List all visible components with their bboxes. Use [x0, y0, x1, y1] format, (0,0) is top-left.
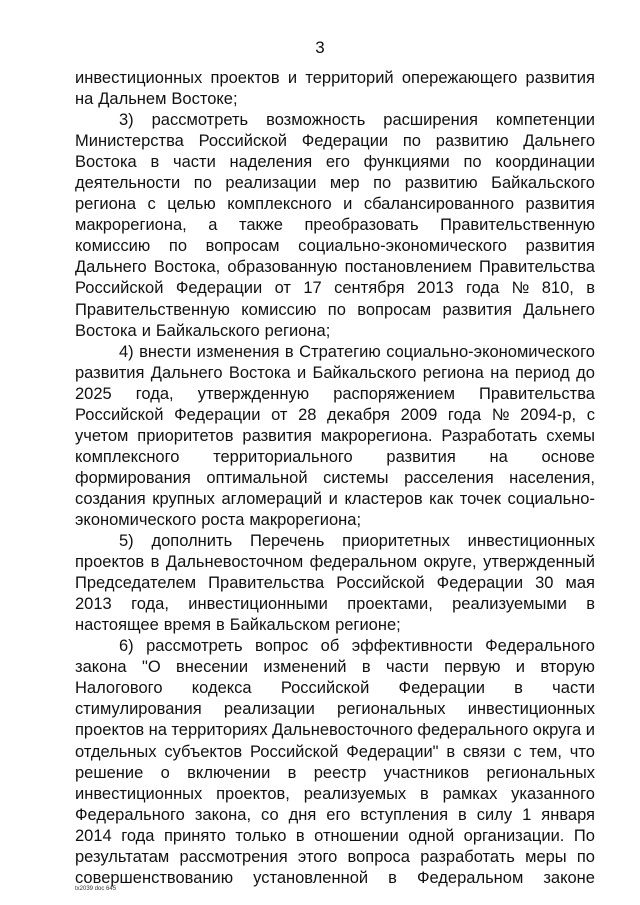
- word: комиссию: [241, 300, 317, 319]
- word: по: [327, 300, 346, 319]
- word: силу: [476, 805, 513, 824]
- word: также: [238, 216, 283, 235]
- document-body: [75, 68, 595, 889]
- text-line: [75, 89, 595, 110]
- word: с: [147, 195, 156, 214]
- text-line: [75, 531, 595, 552]
- word: вопросам: [357, 300, 432, 319]
- word: 17: [303, 279, 322, 298]
- word: 6): [119, 637, 134, 656]
- word: года: [465, 279, 500, 298]
- text-line: [75, 173, 595, 194]
- word: Федерации: [436, 574, 524, 593]
- text-line: [75, 510, 595, 531]
- text-line: [75, 678, 595, 699]
- word: эффективности: [351, 637, 473, 656]
- word: и: [343, 195, 353, 214]
- word: 4): [119, 342, 134, 361]
- word: указанного: [511, 784, 595, 803]
- text-line: [75, 321, 595, 342]
- word: в: [458, 805, 467, 824]
- word: 3): [119, 111, 134, 130]
- word: его: [325, 153, 350, 172]
- word: вторую: [540, 658, 595, 677]
- text-line: [75, 868, 595, 889]
- word: Правительства: [208, 574, 325, 593]
- word: приоритетов: [137, 426, 234, 445]
- word: экономического: [75, 510, 197, 529]
- word: изменения: [196, 342, 280, 361]
- word: по: [168, 237, 188, 256]
- word: основе: [541, 447, 595, 466]
- word: части: [552, 679, 595, 698]
- word: закона,: [194, 805, 252, 824]
- word: По: [573, 826, 595, 845]
- word: рамках: [442, 784, 498, 803]
- word: в: [295, 826, 305, 845]
- word: развития: [525, 195, 595, 214]
- word: 1: [522, 805, 532, 824]
- word: со: [261, 805, 279, 824]
- word: по: [373, 174, 392, 193]
- word: инвестиционных: [467, 700, 595, 719]
- word: федеральном: [309, 553, 418, 572]
- word: территориального: [213, 447, 353, 466]
- word: этого: [297, 847, 338, 866]
- word: период: [514, 363, 570, 382]
- word: в: [284, 342, 294, 361]
- word: в: [150, 153, 160, 172]
- text-line: [75, 300, 595, 321]
- word: Правительства: [479, 258, 595, 277]
- text-line: [75, 110, 595, 131]
- word: в: [446, 742, 456, 761]
- word: крупных: [152, 489, 215, 508]
- word: Перечень: [250, 532, 325, 551]
- word: Российской: [336, 574, 425, 593]
- word: Федерации: [174, 405, 261, 424]
- word: рассмотреть: [146, 637, 243, 656]
- word: развитию: [404, 174, 478, 193]
- word: стимулирования: [75, 700, 202, 719]
- word: как: [429, 489, 454, 508]
- text-line: [75, 236, 595, 257]
- word: федерального: [417, 721, 529, 740]
- word: Министерства: [75, 132, 184, 151]
- word: Правительственную: [440, 216, 595, 235]
- text-line: [75, 426, 595, 447]
- word: его: [326, 805, 351, 824]
- word: участников: [383, 763, 470, 782]
- word: округа: [532, 721, 582, 740]
- word: Российской: [198, 132, 288, 151]
- word: 2013: [75, 595, 112, 614]
- word: января: [541, 805, 595, 824]
- word: 810,: [541, 279, 574, 298]
- word: реестр: [313, 763, 367, 782]
- word: одной: [408, 826, 455, 845]
- text-line: [75, 763, 595, 784]
- word: макрорегиона;: [249, 510, 362, 529]
- word: дня: [288, 805, 317, 824]
- word: результатам: [75, 847, 170, 866]
- word: реализации: [223, 700, 315, 719]
- text-line: [75, 594, 595, 615]
- word: по: [402, 132, 421, 151]
- word: на: [148, 721, 167, 740]
- word: Дальневосточного: [272, 721, 413, 740]
- text-line: [75, 826, 595, 847]
- word: от: [271, 405, 288, 424]
- word: деятельности: [75, 174, 181, 193]
- word: сентября: [334, 279, 405, 298]
- text-line: [75, 152, 595, 173]
- word: региона;: [264, 321, 331, 340]
- word: распоряжением: [333, 384, 455, 403]
- word: меры: [525, 847, 567, 866]
- word: Российской: [280, 679, 370, 698]
- word: Российской: [249, 742, 339, 761]
- word: Байкальском: [229, 616, 331, 635]
- word: сбалансированного: [363, 195, 515, 214]
- text-line: [75, 489, 595, 510]
- word: развития: [442, 300, 512, 319]
- word: округе,: [423, 553, 477, 572]
- word: Дальнего: [75, 258, 147, 277]
- word: кодекса: [191, 679, 252, 698]
- word: с: [586, 405, 595, 424]
- word: от: [274, 279, 291, 298]
- word: региона: [75, 195, 137, 214]
- word: внесении: [176, 658, 249, 677]
- word: Федерации: [398, 679, 485, 698]
- word: 2013: [416, 279, 454, 298]
- word: Дальнего: [150, 363, 223, 382]
- word: Дальнего: [523, 300, 595, 319]
- word: №: [491, 405, 510, 424]
- word: реализации: [225, 174, 317, 193]
- word: координации: [495, 153, 595, 172]
- word: в: [420, 784, 429, 803]
- footer-file-reference: tx2039 doc 645: [75, 886, 117, 892]
- word: компетенции: [495, 111, 595, 130]
- word: отношении: [314, 826, 399, 845]
- text-line: [75, 194, 595, 215]
- word: законе: [543, 868, 595, 887]
- word: только: [235, 826, 287, 845]
- word: расширения: [383, 111, 478, 130]
- word: по: [193, 174, 212, 193]
- word: Востока: [75, 321, 137, 340]
- word: оптимальной: [206, 468, 308, 487]
- word: первую: [444, 658, 501, 677]
- word: мая: [565, 574, 595, 593]
- word: в: [388, 868, 397, 887]
- word: развития: [525, 237, 595, 256]
- word: инвестиционными: [188, 595, 328, 614]
- word: создания: [75, 489, 146, 508]
- word: Российской: [75, 279, 164, 298]
- word: Дальнего: [523, 132, 595, 151]
- word: на: [490, 363, 509, 382]
- word: Налогового: [75, 679, 163, 698]
- word: социально-: [507, 489, 595, 508]
- word: комплексного: [227, 195, 332, 214]
- word: опережающего: [401, 69, 518, 87]
- word: реализуемыми: [452, 595, 567, 614]
- word: Байкальского: [491, 174, 595, 193]
- word: включении: [187, 763, 271, 782]
- text-line: [75, 447, 595, 468]
- word: субъектов: [164, 742, 243, 761]
- word: Байкальского: [312, 363, 417, 382]
- word: системы: [323, 468, 389, 487]
- word: по: [576, 847, 595, 866]
- text-line: [75, 847, 595, 868]
- word: о: [160, 763, 170, 782]
- word: и: [585, 721, 595, 740]
- word: Российской: [75, 405, 164, 424]
- word: инвестиционных: [75, 784, 203, 803]
- word: дополнить: [151, 532, 233, 551]
- word: совершенствованию: [75, 868, 234, 887]
- word: проектов: [75, 721, 145, 740]
- word: с: [513, 742, 522, 761]
- word: в: [514, 679, 523, 698]
- word: комиссию: [75, 237, 151, 256]
- word: Правительственную: [75, 300, 230, 319]
- word: решение: [75, 763, 144, 782]
- word: точек: [459, 489, 501, 508]
- word: территорий: [305, 69, 394, 87]
- text-line: [75, 278, 595, 299]
- word: приоритетных: [342, 532, 450, 551]
- word: функциями: [363, 153, 450, 172]
- word: проектов: [75, 553, 145, 572]
- word: "О: [141, 658, 161, 677]
- word: закона: [75, 658, 127, 677]
- text-line: [75, 742, 595, 763]
- text-line: [75, 636, 595, 657]
- word: социально-экономического: [298, 237, 507, 256]
- word: Федерального: [485, 637, 595, 656]
- word: вопроса: [347, 847, 410, 866]
- word: принято: [163, 826, 226, 845]
- word: образованную: [227, 258, 338, 277]
- word: мер: [329, 174, 360, 193]
- text-line: [75, 699, 595, 720]
- word: утвержденную: [197, 384, 310, 403]
- text-line: [75, 468, 595, 489]
- word: социально-экономического: [386, 342, 595, 361]
- text-line: [75, 257, 595, 278]
- text-line: [75, 720, 595, 741]
- word: Востока,: [153, 258, 221, 277]
- text-line: [75, 784, 595, 805]
- text-line: [75, 131, 595, 152]
- word: Дальнем: [98, 90, 167, 109]
- word: года: [121, 826, 155, 845]
- word: года: [447, 405, 482, 424]
- word: макрорегиона.: [320, 426, 433, 445]
- word: территориях: [171, 721, 268, 740]
- word: тем,: [529, 742, 562, 761]
- word: 5): [119, 532, 134, 551]
- word: до: [576, 363, 595, 382]
- word: и: [515, 658, 526, 677]
- word: Правительства: [478, 384, 595, 403]
- word: Востока: [75, 153, 137, 172]
- word: части: [385, 658, 429, 677]
- word: формирования: [75, 468, 191, 487]
- word: регионе;: [335, 616, 401, 635]
- word: в: [150, 553, 160, 572]
- word: вопросам: [205, 237, 280, 256]
- word: в: [586, 279, 595, 298]
- word: в: [287, 763, 297, 782]
- word: целью: [167, 195, 216, 214]
- word: время: [163, 616, 212, 635]
- word: в: [586, 595, 595, 614]
- word: учетом: [75, 426, 129, 445]
- word: макрорегиона,: [75, 216, 187, 235]
- word: региональных: [337, 700, 446, 719]
- word: вступления: [360, 805, 449, 824]
- word: Федерации": [346, 742, 439, 761]
- word: Дальневосточном: [165, 553, 304, 572]
- word: года,: [135, 384, 174, 403]
- word: вопрос: [254, 637, 309, 656]
- text-line: [75, 384, 595, 405]
- word: части: [172, 153, 216, 172]
- word: агломераций: [221, 489, 323, 508]
- word: проектами,: [347, 595, 433, 614]
- word: 2014: [75, 826, 112, 845]
- word: на: [75, 90, 94, 109]
- word: преобразовать: [304, 216, 419, 235]
- word: расселения: [404, 468, 494, 487]
- word: Федерального: [75, 805, 185, 824]
- word: комплексного: [75, 447, 180, 466]
- word: разработать: [420, 847, 515, 866]
- word: в: [361, 658, 371, 677]
- text-line: [75, 573, 595, 594]
- text-line: [75, 657, 595, 678]
- word: утвержденный: [483, 553, 595, 572]
- word: установленной: [253, 868, 369, 887]
- word: рассмотрения: [179, 847, 288, 866]
- word: организации.: [463, 826, 565, 845]
- word: возможность: [266, 111, 366, 130]
- text-line: [75, 552, 595, 573]
- word: проектов: [210, 69, 280, 87]
- word: настоящее: [75, 616, 159, 635]
- word: Председателем: [75, 574, 197, 593]
- word: года,: [131, 595, 169, 614]
- word: Федерации: [301, 132, 389, 151]
- text-line: [75, 68, 595, 89]
- word: Востоке;: [171, 90, 238, 109]
- word: и: [328, 489, 338, 508]
- word: Федеральном: [416, 868, 524, 887]
- word: региональных: [486, 763, 595, 782]
- word: Разработать: [441, 426, 538, 445]
- word: а: [208, 216, 218, 235]
- word: об: [320, 637, 340, 656]
- word: 28: [298, 405, 317, 424]
- word: 30: [535, 574, 554, 593]
- word: Байкальского: [155, 321, 260, 340]
- word: населения,: [509, 468, 595, 487]
- word: отдельных: [75, 742, 157, 761]
- word: связи: [462, 742, 506, 761]
- word: кластеров: [344, 489, 423, 508]
- text-line: [75, 363, 595, 384]
- word: Востока: [228, 363, 291, 382]
- word: 2094-р,: [520, 405, 577, 424]
- word: декабря: [327, 405, 390, 424]
- word: изменений: [263, 658, 347, 677]
- word: 2009: [400, 405, 438, 424]
- word: развития: [75, 363, 145, 382]
- text-line: [75, 405, 595, 426]
- word: что: [569, 742, 595, 761]
- word: инвестиционных: [75, 69, 203, 87]
- word: по: [463, 153, 482, 172]
- word: на: [489, 447, 508, 466]
- word: развитию: [435, 132, 509, 151]
- word: постановлением: [344, 258, 472, 277]
- word: проектов,: [216, 784, 290, 803]
- word: и: [287, 69, 298, 87]
- word: Федерации: [175, 279, 263, 298]
- word: региона: [422, 363, 484, 382]
- text-line: [75, 805, 595, 826]
- word: рассмотреть: [151, 111, 249, 130]
- word: развития: [386, 447, 456, 466]
- word: наделения: [229, 153, 313, 172]
- text-line: [75, 615, 595, 636]
- word: №: [511, 279, 530, 298]
- word: и: [141, 321, 151, 340]
- word: роста: [201, 510, 245, 529]
- word: 2025: [75, 384, 112, 403]
- word: схемы: [546, 426, 595, 445]
- word: и: [296, 363, 307, 382]
- word: инвестиционных: [467, 532, 595, 551]
- word: в: [216, 616, 225, 635]
- word: Стратегию: [299, 342, 381, 361]
- word: внести: [139, 342, 192, 361]
- text-line: [75, 342, 595, 363]
- word: развития: [525, 69, 595, 87]
- word: реализуемых: [303, 784, 407, 803]
- page-number: 3: [315, 38, 325, 57]
- word: развития: [242, 426, 312, 445]
- text-line: [75, 215, 595, 236]
